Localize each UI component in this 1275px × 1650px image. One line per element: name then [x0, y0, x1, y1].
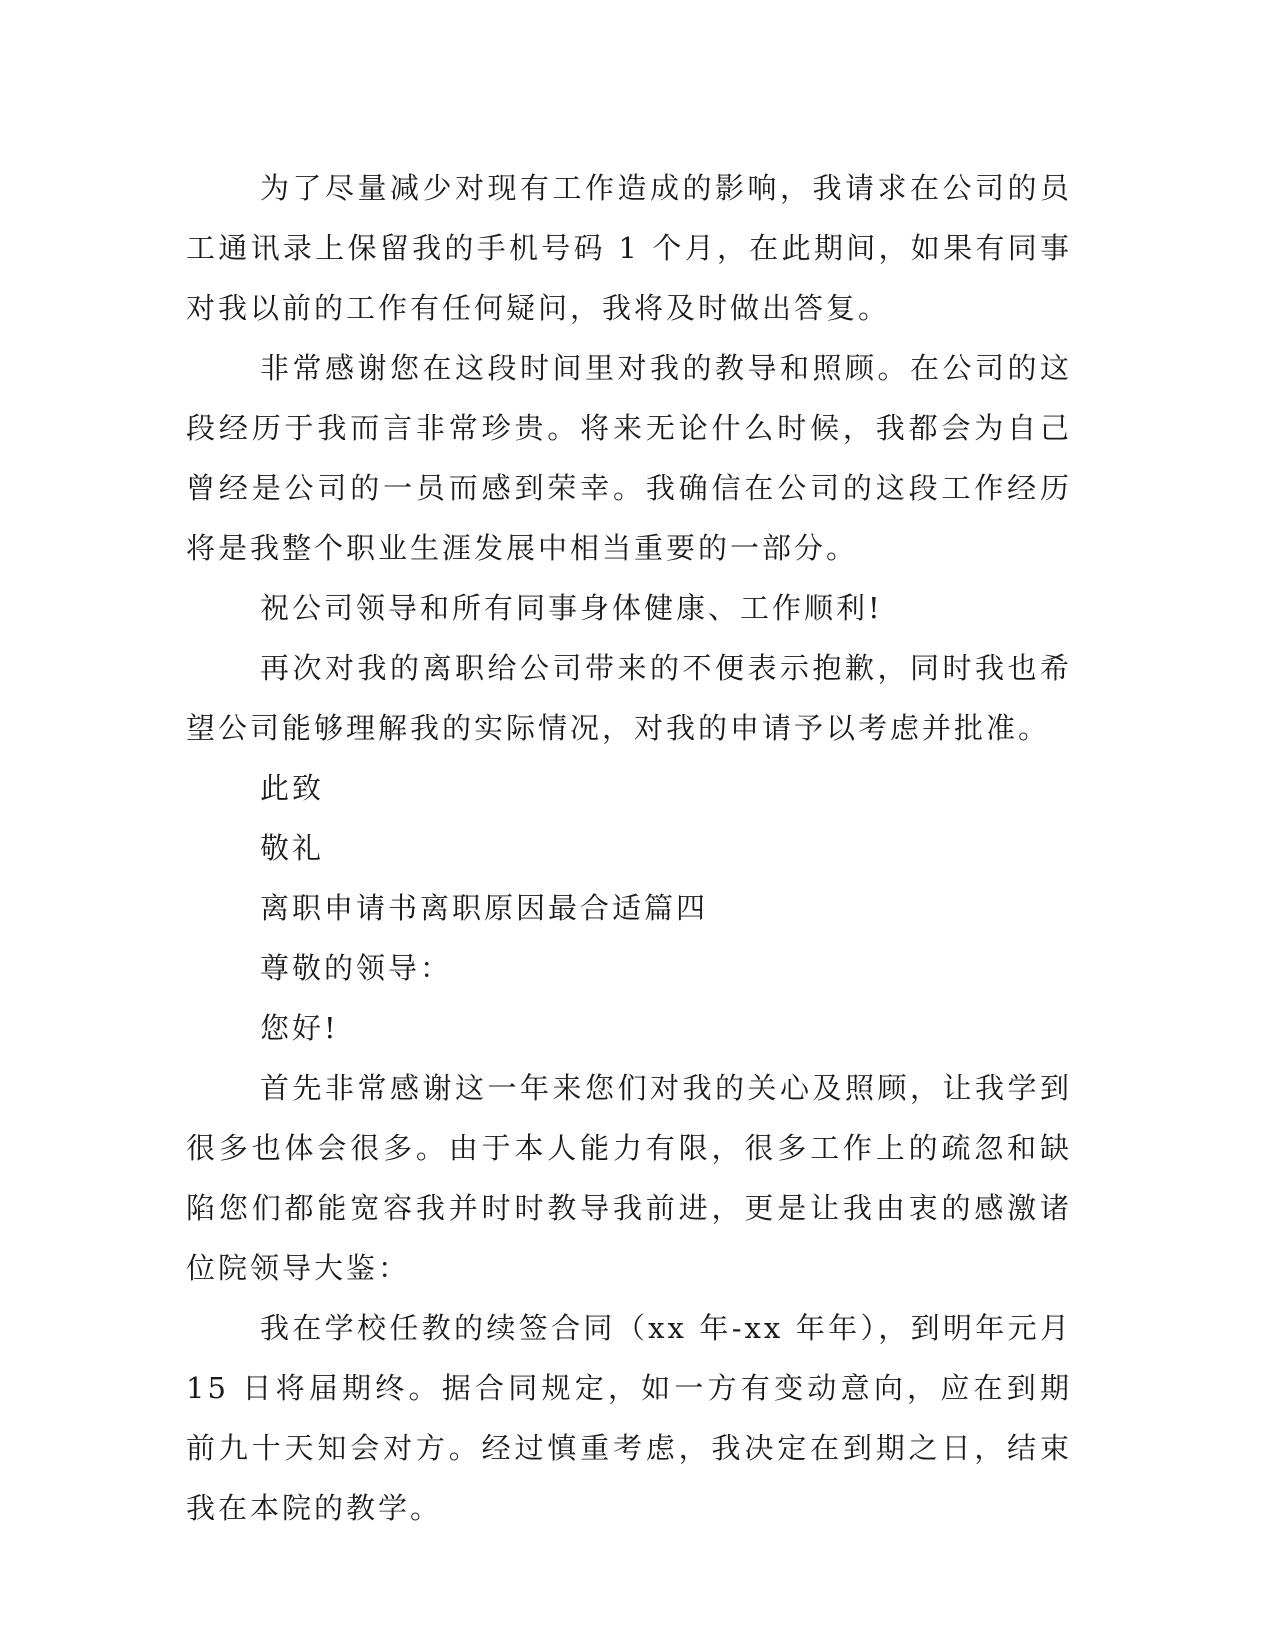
paragraph: 我在学校任教的续签合同（xx 年-xx 年年），到明年元月 15 日将届期终。据合同规定，如一方有变动意向，应在到期前九十天知会对方。经过慎重考虑，我决定在到期之日，结束我在本院的教学。: [186, 1311, 1072, 1525]
document-page: [186, 158, 1072, 1538]
paragraph: 祝公司领导和所有同事身体健康、工作顺利!: [260, 591, 883, 625]
paragraph: 再次对我的离职给公司带来的不便表示抱歉，同时我也希望公司能够理解我的实际情况，对我的申请予以考虑并批准。: [186, 651, 1072, 745]
paragraph: 为了尽量减少对现有工作造成的影响，我请求在公司的员工通讯录上保留我的手机号码 1 个月，在此期间，如果有同事对我以前的工作有任何疑问，我将及时做出答复。: [186, 171, 1072, 325]
paragraph: 首先非常感谢这一年来您们对我的关心及照顾，让我学到很多也体会很多。由于本人能力有限，很多工作上的疏忽和缺陷您们都能宽容我并时时教导我前进，更是让我由衷的感激诸位院领导大鉴：: [186, 1071, 1072, 1285]
closing-line: 敬礼: [260, 831, 325, 865]
closing-line: 此致: [260, 771, 325, 805]
paragraph: 非常感谢您在这段时间里对我的教导和照顾。在公司的这段经历于我而言非常珍贵。将来无论什么时候，我都会为自己曾经是公司的一员而感到荣幸。我确信在公司的这段工作经历将是我整个职业生涯发展中相当重要的一部分。: [186, 351, 1072, 565]
greeting: 您好!: [260, 1011, 339, 1045]
salutation: 尊敬的领导：: [260, 951, 453, 985]
section-title: 离职申请书离职原因最合适篇四: [260, 891, 709, 925]
